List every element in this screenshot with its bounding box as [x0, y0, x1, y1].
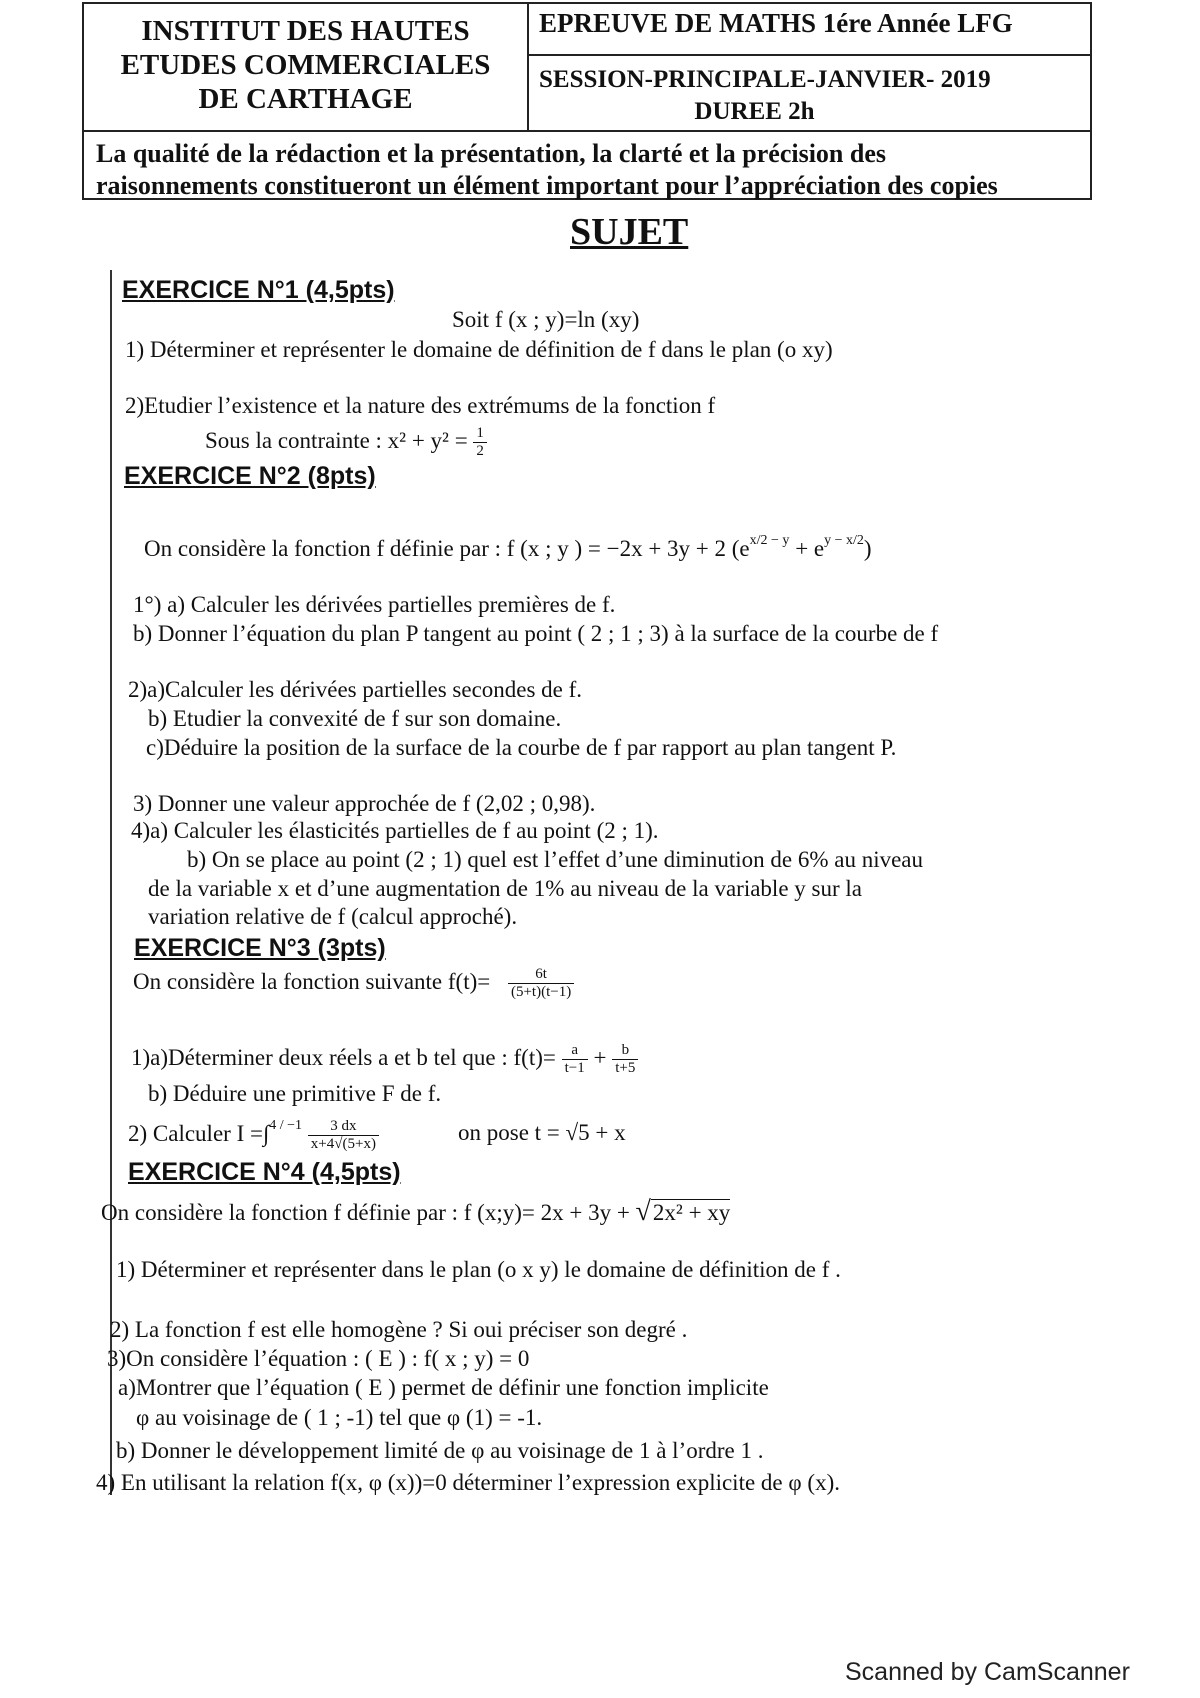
- exercise-4-question: 1) Déterminer et représenter dans le plan (o x y) le domaine de définition de f .: [116, 1257, 841, 1282]
- exercise-2-question: de la variable x et d’une augmentation de 1% au niveau de la variable y sur la: [148, 876, 862, 901]
- duration-label: DUREE 2h: [694, 98, 815, 125]
- institution-line: DE CARTHAGE: [198, 83, 413, 115]
- exercise-3-integral: [128, 1118, 379, 1153]
- header-table: [82, 2, 1092, 200]
- function-text: + e: [789, 536, 825, 561]
- evaluation-notice: [84, 132, 1090, 198]
- margin-rule: [110, 270, 112, 1495]
- plus-sign: +: [593, 1044, 607, 1070]
- exercise-4-question: 4) En utilisant la relation f(x, φ (x))=0 déterminer l’expression explicite de φ (x).: [96, 1470, 840, 1495]
- exponent: x/2 − y: [749, 533, 790, 548]
- exercise-2-question: b) Donner l’équation du plan P tangent au point ( 2 ; 1 ; 3) à la surface de la courbe de f: [133, 621, 939, 646]
- exercise-2-question: 1°) a) Calculer les dérivées partielles premières de f.: [133, 592, 616, 617]
- exercise-2-question: 3) Donner une valeur approchée de f (2,02 ; 0,98).: [133, 791, 596, 816]
- sqrt-argument: 2x² + xy: [652, 1200, 731, 1225]
- constraint-fraction: [473, 425, 487, 460]
- fraction-numerator: 1: [473, 425, 487, 443]
- exercise-1-constraint: [205, 425, 487, 460]
- integral-fraction: [308, 1118, 379, 1153]
- page-title: SUJET: [570, 211, 689, 253]
- function-text: On considère la fonction f définie par : f (x;y)= 2x + 3y +: [101, 1200, 636, 1225]
- exercise-2-question: 4)a) Calculer les élasticités partielles de f au point (2 ; 1).: [131, 818, 659, 843]
- constraint-text: Sous la contrainte : x² + y² =: [205, 427, 468, 453]
- exercise-1-question-1: 1) Déterminer et représenter le domaine de définition de f dans le plan (o xy): [125, 337, 833, 362]
- fraction-denominator: x+4√(5+x): [310, 1136, 376, 1153]
- fraction-b: [612, 1042, 638, 1077]
- fraction-numerator: 6t: [508, 966, 574, 984]
- exercise-2-question: c)Déduire la position de la surface de la courbe de f par rapport au plan tangent P.: [146, 735, 897, 760]
- session-label: SESSION-PRINCIPALE-JANVIER- 2019: [539, 66, 991, 93]
- integral-limits: 4 / −1: [269, 1118, 303, 1133]
- scanner-watermark: Scanned by CamScanner: [845, 1658, 1130, 1686]
- fraction-a: [562, 1042, 588, 1077]
- exercise-1-title: EXERCICE N°1 (4,5pts): [122, 276, 395, 304]
- fraction-numerator: 3 dx: [308, 1118, 379, 1136]
- exercise-3-question: b) Déduire une primitive F de f.: [148, 1081, 442, 1106]
- exercise-3-question: [131, 1042, 638, 1077]
- fraction-denominator: t+5: [615, 1060, 636, 1076]
- function-fraction: [508, 966, 574, 1001]
- fraction-denominator: t−1: [564, 1060, 585, 1076]
- exercise-3-function: [133, 966, 574, 1001]
- exercise-4-function: [101, 1196, 730, 1228]
- exercise-1-function: Soit f (x ; y)=ln (xy): [452, 307, 640, 332]
- exercise-1-question-2: 2)Etudier l’existence et la nature des extrémums de la fonction f: [125, 393, 716, 418]
- exam-title: EPREUVE DE MATHS 1ére Année LFG: [529, 4, 1090, 56]
- session-info: [529, 56, 1090, 132]
- exercise-2-question: variation relative de f (calcul approché).: [148, 904, 518, 929]
- exercise-4-question: 3)On considère l’équation : ( E ) : f( x ; y) = 0: [107, 1346, 530, 1371]
- exercise-2-question: b) On se place au point (2 ; 1) quel est l’effet d’une diminution de 6% au niveau: [187, 847, 923, 872]
- exercise-3-title: EXERCICE N°3 (3pts): [134, 934, 386, 962]
- exercise-2-title: EXERCICE N°2 (8pts): [124, 462, 376, 490]
- function-text: On considère la fonction f définie par : f (x ; y ) = −2x + 3y + 2 (e: [144, 536, 750, 561]
- fraction-denominator: 2: [476, 443, 484, 459]
- exercise-4-question: a)Montrer que l’équation ( E ) permet de définir une fonction implicite: [118, 1375, 769, 1400]
- function-text: ): [863, 536, 872, 561]
- exercise-2-question: 2)a)Calculer les dérivées partielles secondes de f.: [128, 677, 583, 702]
- sqrt-symbol: √: [635, 1196, 651, 1227]
- exercise-2-function: [144, 533, 872, 562]
- institution-line: INSTITUT DES HAUTES: [141, 15, 470, 47]
- exercise-2-question: b) Etudier la convexité de f sur son domaine.: [148, 706, 562, 731]
- fraction-numerator: a: [562, 1042, 588, 1060]
- fraction-numerator: b: [612, 1042, 638, 1060]
- function-text: On considère la fonction suivante f(t)=: [133, 968, 491, 994]
- exercise-4-question: φ au voisinage de ( 1 ; -1) tel que φ (1) = -1.: [136, 1405, 543, 1430]
- exercise-4-question: b) Donner le développement limité de φ au voisinage de 1 à l’ordre 1 .: [116, 1438, 764, 1463]
- notice-line: raisonnements constitueront un élément important pour l’appréciation des copies: [96, 171, 998, 200]
- institution-line: ETUDES COMMERCIALES: [120, 49, 491, 81]
- exponent: y − x/2: [824, 533, 864, 548]
- exercise-4-title: EXERCICE N°4 (4,5pts): [128, 1158, 401, 1186]
- fraction-denominator: (5+t)(t−1): [510, 984, 572, 1000]
- exercise-3-substitution: on pose t = √5 + x: [458, 1120, 626, 1145]
- notice-line: La qualité de la rédaction et la présentation, la clarté et la précision des: [96, 139, 887, 168]
- question-text: 1)a)Déterminer deux réels a et b tel que : f(t)=: [131, 1044, 556, 1070]
- institution-name: [84, 4, 529, 132]
- exercise-4-question: 2) La fonction f est elle homogène ? Si oui préciser son degré .: [110, 1317, 688, 1342]
- integral-text: 2) Calculer I =∫: [128, 1121, 270, 1146]
